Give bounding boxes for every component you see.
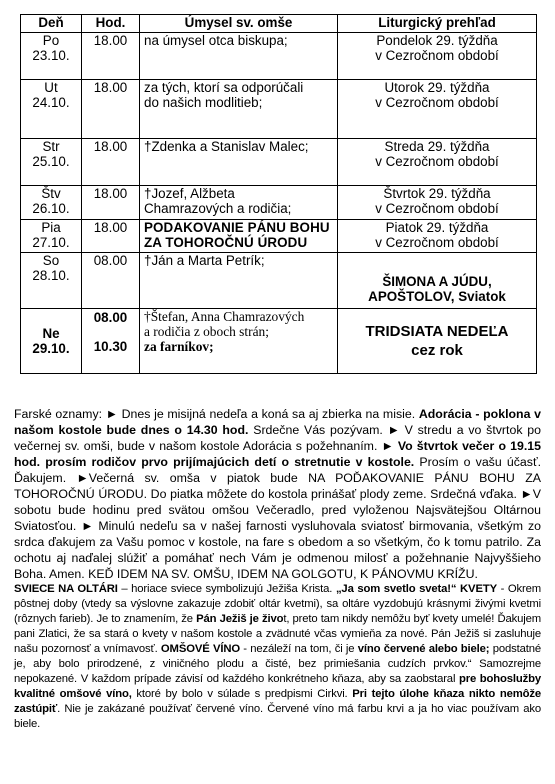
intention-cell [140,80,338,139]
liturgy-period: v Cezročnom období [375,95,499,110]
table-header-row [21,15,537,33]
liturgy-cell [338,186,537,220]
liturgy-cell [338,139,537,186]
catechesis-text: . Nie je zakázané používať červené víno. Červené víno má farbu krvi a ja ho viac používam ako biele. [14,703,541,730]
day-cell [21,309,82,374]
intention-cell [140,309,338,374]
announcement-text: Prosím o vašu účasť. Ďakujem. ►Večerná sv. omša v piatok bude NA POĎAKOVANIE PÁNU BOHU ZA TOHOROČNÚ ÚRODU. Do piatka môžete do kostola prinášať plody zeme. Srdečná vďaka. ►V sobotu bude hodinu pred svätou omšou Večeradlo, pred vyloženou Najsvätejšou Oltárnou Sviatosťou. ► Minulú nedeľu sa v našej farnosti vysluhovala sviatosť birmovania, všetkým zo srdca ďakujem za Vašu pomoc v kostole, na fare s obedom a so všetkým, čo k tomu patrilo. Za ochotu aj naďalej slúžiť a pomáhať nech Vám je odmenou milosť a požehnanie Najvyššieho Boha. Amen. KEĎ IDEM NA SV. OMŠU, IDEM NA GOLGOTU, K PÁNOVMU KRÍŽU. [14,455,542,581]
catechesis-text: - Okrem pôstnej doby (vtedy sa výslovne zakazuje zdobiť oltár kvetmi), sa oltáre vyzdobujú krásnymi živými kvetmi (rôznych farieb). Je to znamením, že [14,583,542,625]
intention-cell [140,139,338,186]
day-name: Štv [41,186,61,201]
catechesis-text: - nezáleží na tom, či je [239,643,358,655]
day-date: 28.10. [32,268,70,283]
day-cell [21,33,82,80]
intention-text: Chamrazových a rodičia; [144,201,292,216]
day-date: 23.10. [32,48,70,63]
announcement-text: Srdečne Vás pozývam. ► V stredu a vo štvrtok po večernej sv. omši, bude v našom kostole Adorácia s požehnaním. ► [14,423,541,453]
liturgy-period: v Cezročnom období [375,154,499,169]
intention-text: †Štefan, Anna Chamrazových [144,309,305,324]
catechesis-text: – horiace sviece symbolizujú Ježiša Krista. [117,583,336,595]
hour-cell: 18.00 [82,186,140,220]
flowers-heading: „Ja som svetlo sveta!“ KVETY [335,583,497,595]
day-cell [21,139,82,186]
day-cell [21,220,82,253]
catechesis-text: ktoré by bolo v súlade s predpismi Cirkvi. [131,688,353,700]
catechesis-bold-text: víno červené alebo biele; [357,643,490,655]
announcements-paragraph [14,406,541,582]
announcement-text: Farské oznamy: ► Dnes je misijná nedeľa a koná sa aj zbierka na misie. [14,407,419,421]
hour-cell: 08.00 [82,253,140,309]
day-cell [21,80,82,139]
liturgy-sunday-period: cez rok [411,342,463,359]
day-date: 27.10. [32,235,70,250]
table-row [21,186,537,220]
hour-cell: 18.00 [82,80,140,139]
catechesis-bold-text: Pán Ježiš je živo [196,613,284,625]
table-row [21,309,537,374]
liturgy-period: v Cezročnom období [375,48,499,63]
intention-text: za farníkov; [144,339,214,354]
intention-text: PODAKOVANIE PÁNU BOHU [144,220,330,235]
candles-heading: SVIECE NA OLTÁRI [14,583,118,595]
intention-text: ZA TOHOROČNÚ ÚRODU [144,235,308,250]
day-cell [21,186,82,220]
day-name: Pia [41,220,61,235]
day-date: 25.10. [32,154,70,169]
day-name: Ut [44,80,58,95]
catechesis-text: podstatné je, aby bolo prirodzené, z viničného plodu a čisté, bez primiešania cudzích prvkov.“ Samozrejme nepokazené. V každom prípade závisí od každého konkrétneho kňaza, aby sa zaobstaral [14,643,541,685]
liturgy-day: Streda 29. týždňa [384,139,490,154]
parents-meeting-highlight: Vo štvrtok večer o 19.15 hod. prosím rodičov prvo prijímajúcich detí o stretnutie v kostole. [14,439,541,469]
liturgy-day: Utorok 29. týždňa [384,80,490,95]
liturgy-cell [338,309,537,374]
catechesis-bold-text: Pri tejto úlohe kňaza nikto nemôže zastúpiť [14,688,541,715]
intention-text: †Jozef, Alžbeta [144,186,235,201]
mass-schedule-table [20,14,537,374]
intention-cell [140,186,338,220]
adoration-highlight: Adorácia - poklona v našom kostole bude dnes o 14.30 hod. [14,407,541,437]
liturgy-cell [338,80,537,139]
liturgy-day: Piatok 29. týždňa [385,220,489,235]
day-date: 26.10. [32,201,70,216]
hour-second: 10.30 [93,339,128,354]
catechesis-bold-text: pre bohoslužby kvalitné omšové víno, [14,673,541,700]
intention-cell [140,33,338,80]
table-row [21,80,537,139]
header-intention: Úmysel sv. omše [140,15,338,33]
liturgy-cell [338,33,537,80]
intention-text: a rodičia z oboch strán; [144,324,269,339]
table-row [21,139,537,186]
hour-first: 08.00 [93,310,128,325]
liturgy-cell [338,220,537,253]
header-liturgy: Liturgický prehľad [338,15,537,33]
table-row [21,33,537,80]
hour-cell: 18.00 [82,139,140,186]
schedule-sheet [20,14,536,374]
day-date: 24.10. [32,95,70,110]
table-row [21,220,537,253]
liturgy-period: v Cezročnom období [375,201,499,216]
liturgy-cell [338,253,537,309]
table-row [21,253,537,309]
intention-cell [140,253,338,309]
intention-text: za tých, ktorí sa odporúčali [144,80,304,95]
intention-text: do našich modlitieb; [144,95,263,110]
intention-text: †Zdenka a Stanislav Malec; [144,139,309,154]
catechesis-paragraph [14,582,541,732]
day-cell [21,253,82,309]
header-day: Deň [21,15,82,33]
day-name: Str [42,139,60,154]
parish-announcements [14,406,541,732]
wine-heading: OMŠOVÉ VÍNO [160,643,240,655]
day-date: 29.10. [32,341,70,356]
intention-text: †Ján a Marta Petrík; [144,253,265,268]
liturgy-feast: ŠIMONA A JÚDU, [382,274,492,289]
catechesis-text: t, preto tam nikdy nemôžu byť kvety umelé! Ďakujem pani Zlatici, že sa stará o kvety v našom kostole a zvädnuté včas vymieňa za nové. Pán Ježiš si zasluhuje našu pozornosť a vnímavosť. [14,613,541,655]
liturgy-day: Štvrtok 29. týždňa [383,186,491,201]
header-hour: Hod. [82,15,140,33]
day-name: Po [42,33,60,48]
hour-cell [82,309,140,374]
liturgy-period: v Cezročnom období [375,235,499,250]
liturgy-sunday: TRIDSIATA NEDEĽA [365,323,509,340]
intention-text: na úmysel otca biskupa; [144,33,288,48]
hour-cell: 18.00 [82,33,140,80]
liturgy-feast-rank: APOŠTOLOV, Sviatok [368,289,506,304]
hour-cell: 18.00 [82,220,140,253]
day-name: Ne [42,326,60,341]
intention-cell [140,220,338,253]
day-name: So [42,253,60,268]
liturgy-day: Pondelok 29. týždňa [376,33,498,48]
